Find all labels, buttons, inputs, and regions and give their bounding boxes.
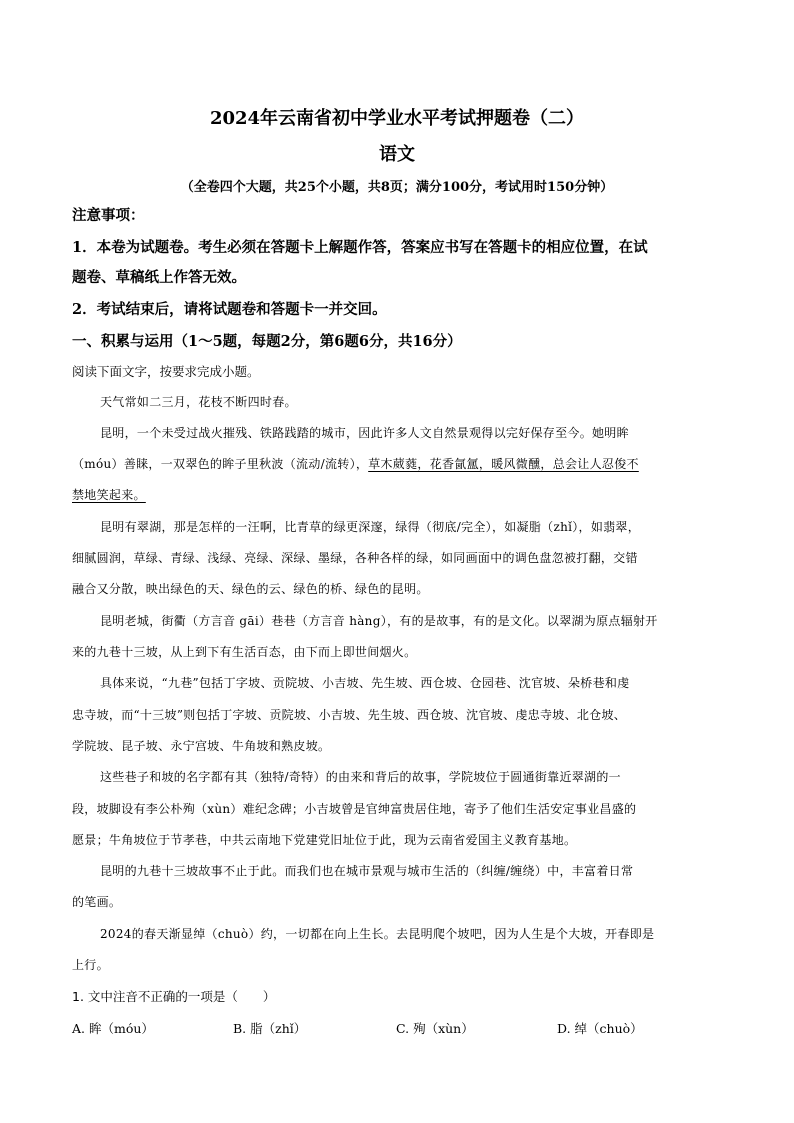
- passage-line: 2024的春天渐显绰（chuò）约，一切都在向上生长。去昆明爬个坡吧，因为人生是个大坡，开春即是: [100, 927, 655, 941]
- question-1-option-c[interactable]: C. 殉（xùn）: [396, 1021, 474, 1036]
- passage-line: 具体来说，“九巷”包括丁字坡、贡院坡、小吉坡、先生坡、西仓坡、仓园巷、沈官坡、朵桥巷和虔: [100, 676, 630, 690]
- passage-text: （móu）善睐，一双翠色的眸子里秋波（流动/流转），: [72, 457, 369, 471]
- passage-line: 昆明老城，街衢（方言音 gāi）巷巷（方言音 hàng），有的是故事，有的是文化。以翠湖为原点辐射开: [100, 614, 658, 628]
- passage-line: [72, 455, 639, 472]
- notes-item-2: 2．考试结束后，请将试题卷和答题卡一并交回。: [72, 301, 387, 318]
- question-1-option-a[interactable]: A. 眸（móu）: [72, 1021, 154, 1036]
- section-1-instruction: 阅读下面文字，按要求完成小题。: [72, 364, 260, 379]
- passage-line: 细腻圆润，草绿、青绿、浅绿、亮绿、深绿、墨绿，各种各样的绿，如同画面中的调色盘忽被打翻，交错: [72, 551, 638, 565]
- notes-heading: 注意事项：: [72, 207, 145, 224]
- question-1-stem: 1. 文中注音不正确的一项是（ ）: [72, 989, 276, 1004]
- notes-item-1-line-2: 题卷、草稿纸上作答无效。: [72, 269, 246, 286]
- passage-line: 上行。: [72, 958, 109, 972]
- notes-item-1-line-1: 1．本卷为试题卷。考生必须在答题卡上解题作答，答案应书写在答题卡的相应位置，在试: [72, 239, 648, 256]
- passage-line: 的笔画。: [72, 895, 122, 909]
- passage-line: 学院坡、昆子坡、永宁宫坡、牛角坡和熟皮坡。: [72, 739, 331, 753]
- section-1-heading: 一、积累与运用（1～5题，每题2分，第6题6分，共16分）: [72, 333, 462, 350]
- passage-line: 融合又分散，映出绿色的天、绿色的云、绿色的桥、绿色的昆明。: [72, 582, 429, 596]
- passage-line: 愿景；牛角坡位于节孝巷，中共云南地下党建党旧址位于此，现为云南省爱国主义教育基地。: [72, 833, 577, 847]
- passage-line: 昆明，一个未受过战火摧残、铁路践踏的城市，因此许多人文自然景观得以完好保存至今。她明眸: [100, 426, 629, 440]
- exam-info: （全卷四个大题，共25个小题，共8页；满分100分，考试用时150分钟）: [180, 180, 614, 195]
- passage-line: 这些巷子和坡的名字都有其（独特/奇特）的由来和背后的故事，学院坡位于圆通街靠近翠湖的一: [100, 770, 621, 784]
- page-title: 2024年云南省初中学业水平考试押题卷（二）: [209, 108, 585, 129]
- subject-title: 语文: [379, 144, 415, 165]
- question-1-option-d[interactable]: D. 绰（chuò）: [557, 1021, 643, 1036]
- passage-line: 昆明的九巷十三坡故事不止于此。而我们也在城市景观与城市生活的（纠缠/缠绕）中，丰富着日常: [100, 864, 634, 878]
- question-1-option-b[interactable]: B. 脂（zhǐ）: [233, 1021, 307, 1036]
- passage-line: 段，坡脚设有李公朴殉（xùn）难纪念碑；小吉坡曾是官绅富贵居住地，寄予了他们生活安定事业昌盛的: [72, 802, 637, 816]
- passage-line: 来的九巷十三坡，从上到下有生活百态，由下而上即世间烟火。: [72, 645, 417, 659]
- underlined-sentence: 禁地笑起来。: [72, 488, 146, 502]
- passage-line: 天气常如二三月，花枝不断四时春。: [100, 395, 297, 409]
- underlined-sentence: 草木葳蕤，花香氤氲，暖风微醺，总会让人忍俊不: [368, 457, 639, 471]
- passage-line: 忠寺坡，而“十三坡”则包括丁字坡、贡院坡、小吉坡、先生坡、西仓坡、沈官坡、虔忠寺坡、北仓坡、: [72, 708, 627, 722]
- passage-line: 昆明有翠湖，那是怎样的一汪啊，比青草的绿更深邃，绿得（彻底/完全），如凝脂（zhǐ），如翡翠，: [100, 520, 641, 534]
